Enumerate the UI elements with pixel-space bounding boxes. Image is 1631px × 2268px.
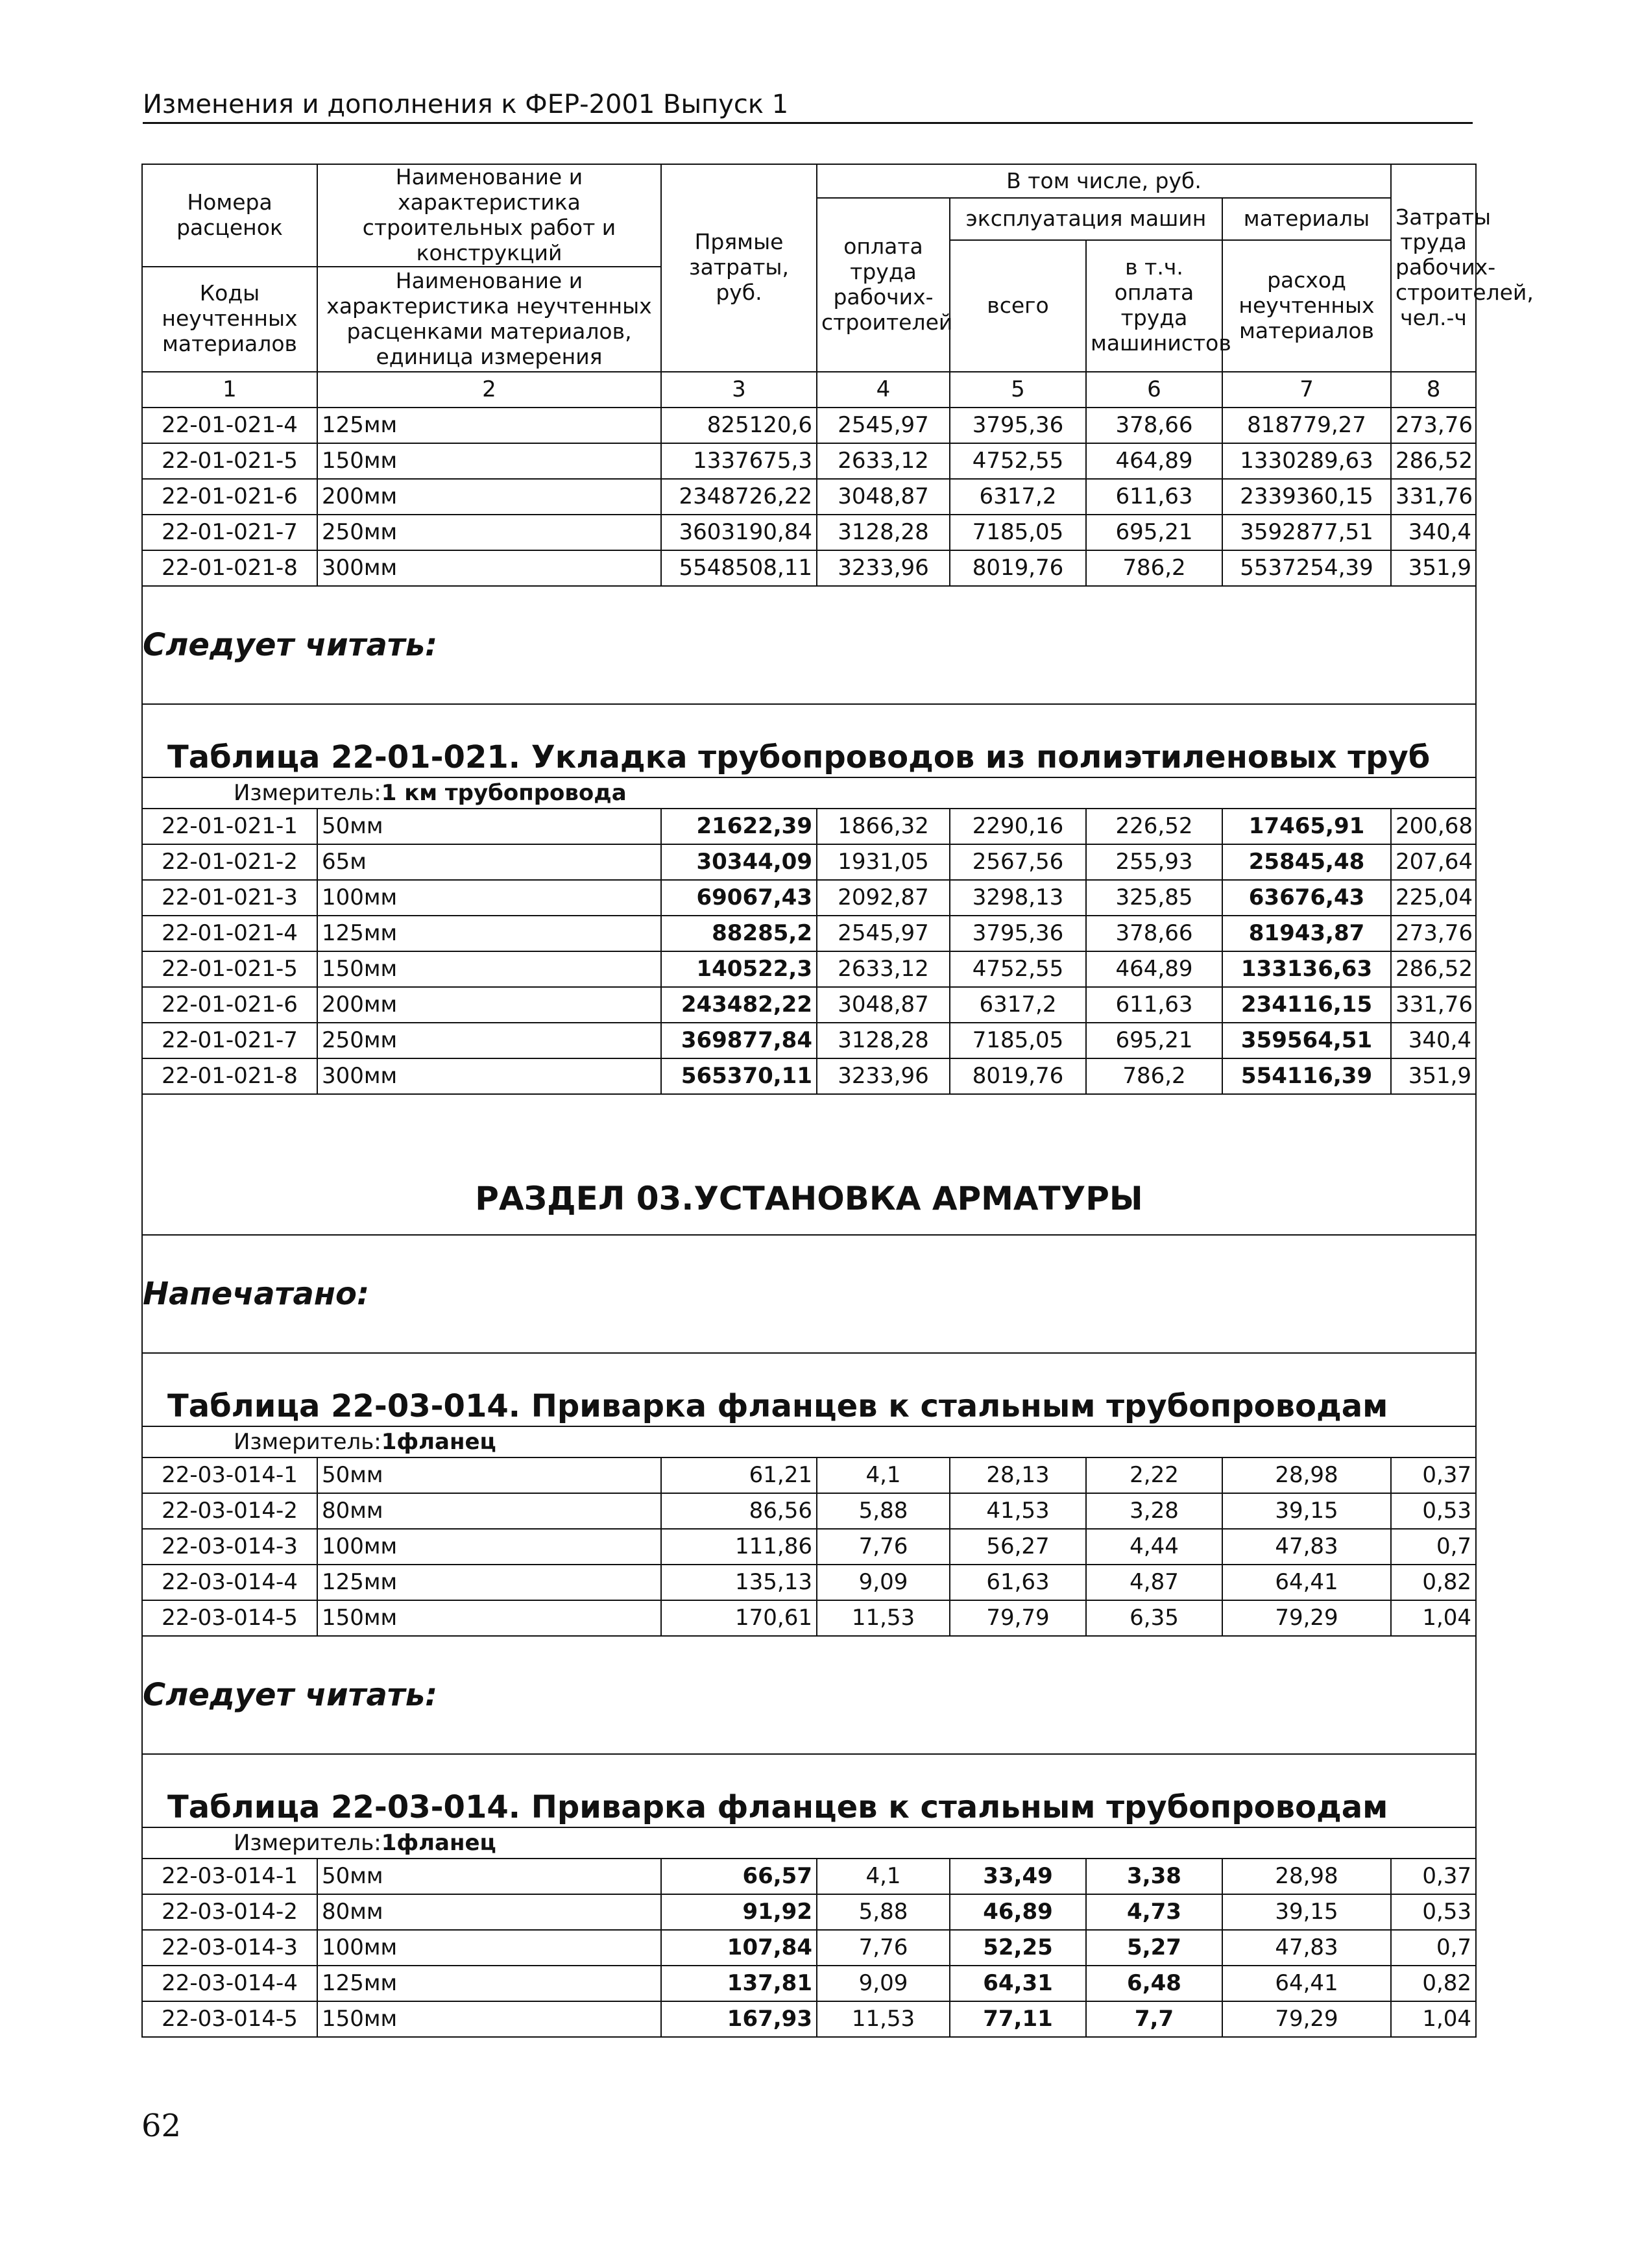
rate-code: 22-01-021-7 — [142, 515, 317, 550]
table-row — [142, 844, 1476, 880]
machines-total: 8019,76 — [950, 550, 1086, 586]
labor-hours: 351,9 — [1391, 550, 1476, 586]
table-row — [142, 443, 1476, 479]
direct-costs: 167,93 — [661, 2001, 817, 2037]
header-work-name: Наименование и характеристика строительных работ и конструкций — [317, 164, 661, 267]
machinist-pay: 7,7 — [1086, 2001, 1222, 2037]
rate-code: 22-03-014-1 — [142, 1859, 317, 1894]
machinist-pay: 695,21 — [1086, 515, 1222, 550]
worker-pay: 1866,32 — [817, 809, 950, 844]
machines-total: 6317,2 — [950, 479, 1086, 515]
worker-pay: 3128,28 — [817, 515, 950, 550]
header-rate-numbers: Номера расценок — [142, 164, 317, 267]
unit-value: 1 км трубопровода — [381, 779, 627, 806]
machines-total: 64,31 — [950, 1966, 1086, 2001]
materials: 63676,43 — [1222, 880, 1391, 916]
machinist-pay: 3,38 — [1086, 1859, 1222, 1894]
item-name: 100мм — [317, 1930, 661, 1966]
table-row — [142, 550, 1476, 586]
column-number: 6 — [1086, 372, 1222, 408]
worker-pay: 3233,96 — [817, 1058, 950, 1094]
materials: 79,29 — [1222, 1600, 1391, 1636]
table-row — [142, 1565, 1476, 1600]
machines-total: 4752,55 — [950, 443, 1086, 479]
materials: 554116,39 — [1222, 1058, 1391, 1094]
machines-total: 7185,05 — [950, 515, 1086, 550]
page-header: Изменения и дополнения к ФЕР-2001 Выпуск 1 — [143, 90, 1473, 124]
materials: 47,83 — [1222, 1930, 1391, 1966]
machines-total: 4752,55 — [950, 951, 1086, 987]
rate-code: 22-01-021-4 — [142, 916, 317, 951]
header-including: В том числе, руб. — [817, 164, 1391, 198]
direct-costs: 107,84 — [661, 1930, 817, 1966]
machinist-pay: 4,87 — [1086, 1565, 1222, 1600]
worker-pay: 9,09 — [817, 1565, 950, 1600]
item-name: 300мм — [317, 550, 661, 586]
materials: 79,29 — [1222, 2001, 1391, 2037]
item-name: 250мм — [317, 1023, 661, 1058]
machinist-pay: 786,2 — [1086, 1058, 1222, 1094]
machines-total: 52,25 — [950, 1930, 1086, 1966]
direct-costs: 66,57 — [661, 1859, 817, 1894]
labor-hours: 1,04 — [1391, 1600, 1476, 1636]
machines-total: 41,53 — [950, 1493, 1086, 1529]
rate-code: 22-03-014-5 — [142, 1600, 317, 1636]
should-read-label: Следует читать: — [143, 626, 438, 663]
machines-total: 33,49 — [950, 1859, 1086, 1894]
rate-code: 22-03-014-4 — [142, 1565, 317, 1600]
direct-costs: 69067,43 — [661, 880, 817, 916]
header-material-codes: Коды неучтенных материалов — [142, 267, 317, 372]
materials: 64,41 — [1222, 1966, 1391, 2001]
materials: 28,98 — [1222, 1859, 1391, 1894]
direct-costs: 243482,22 — [661, 987, 817, 1023]
table-row — [142, 1600, 1476, 1636]
labor-hours: 0,7 — [1391, 1529, 1476, 1565]
item-name: 100мм — [317, 880, 661, 916]
rate-code: 22-03-014-2 — [142, 1894, 317, 1930]
worker-pay: 3048,87 — [817, 479, 950, 515]
column-number: 1 — [142, 372, 317, 408]
header-machine-operation: эксплуатация машин — [950, 198, 1222, 240]
machines-total: 77,11 — [950, 2001, 1086, 2037]
machinist-pay: 378,66 — [1086, 408, 1222, 443]
worker-pay: 11,53 — [817, 2001, 950, 2037]
table-body — [142, 164, 1534, 2037]
column-number: 7 — [1222, 372, 1391, 408]
item-name: 100мм — [317, 1529, 661, 1565]
direct-costs: 111,86 — [661, 1529, 817, 1565]
table-row — [142, 1493, 1476, 1529]
worker-pay: 4,1 — [817, 1457, 950, 1493]
machinist-pay: 6,48 — [1086, 1966, 1222, 2001]
machines-total: 8019,76 — [950, 1058, 1086, 1094]
worker-pay: 5,88 — [817, 1894, 950, 1930]
materials: 39,15 — [1222, 1894, 1391, 1930]
machines-total: 3795,36 — [950, 408, 1086, 443]
header-machinist-pay: в т.ч. оплата труда машинистов — [1086, 240, 1222, 372]
worker-pay: 9,09 — [817, 1966, 950, 2001]
table-row — [142, 1457, 1476, 1493]
table-title: Таблица 22-03-014. Приварка фланцев к стальным трубопроводам — [167, 1387, 1388, 1424]
rate-code: 22-03-014-5 — [142, 2001, 317, 2037]
column-number: 2 — [317, 372, 661, 408]
direct-costs: 137,81 — [661, 1966, 817, 2001]
direct-costs: 5548508,11 — [661, 550, 817, 586]
rate-code: 22-03-014-3 — [142, 1930, 317, 1966]
worker-pay: 2092,87 — [817, 880, 950, 916]
item-name: 150мм — [317, 2001, 661, 2037]
table-row — [142, 880, 1476, 916]
labor-hours: 207,64 — [1391, 844, 1476, 880]
machinist-pay: 378,66 — [1086, 916, 1222, 951]
table-row — [142, 951, 1476, 987]
item-name: 125мм — [317, 1565, 661, 1600]
table-row — [142, 2001, 1476, 2037]
labor-hours: 225,04 — [1391, 880, 1476, 916]
machines-total: 2290,16 — [950, 809, 1086, 844]
direct-costs: 565370,11 — [661, 1058, 817, 1094]
rate-code: 22-01-021-5 — [142, 951, 317, 987]
header-material-name: Наименование и характеристика неучтенных расценками материалов, единица измерения — [317, 267, 661, 372]
worker-pay: 1931,05 — [817, 844, 950, 880]
direct-costs: 3603190,84 — [661, 515, 817, 550]
item-name: 150мм — [317, 951, 661, 987]
table-row — [142, 1930, 1476, 1966]
rate-code: 22-01-021-3 — [142, 880, 317, 916]
worker-pay: 2633,12 — [817, 951, 950, 987]
machinist-pay: 6,35 — [1086, 1600, 1222, 1636]
materials: 234116,15 — [1222, 987, 1391, 1023]
machinist-pay: 786,2 — [1086, 550, 1222, 586]
direct-costs: 369877,84 — [661, 1023, 817, 1058]
item-name: 200мм — [317, 479, 661, 515]
unit-label: Измеритель: — [234, 1428, 381, 1455]
direct-costs: 825120,6 — [661, 408, 817, 443]
table-row — [142, 1529, 1476, 1565]
price-table — [141, 164, 1534, 2038]
item-name: 80мм — [317, 1894, 661, 1930]
rate-code: 22-03-014-2 — [142, 1493, 317, 1529]
machinist-pay: 464,89 — [1086, 951, 1222, 987]
rate-code: 22-01-021-2 — [142, 844, 317, 880]
labor-hours: 1,04 — [1391, 2001, 1476, 2037]
materials: 17465,91 — [1222, 809, 1391, 844]
rate-code: 22-03-014-3 — [142, 1529, 317, 1565]
page-number: 62 — [141, 2108, 182, 2144]
worker-pay: 3128,28 — [817, 1023, 950, 1058]
worker-pay: 2545,97 — [817, 408, 950, 443]
worker-pay: 3048,87 — [817, 987, 950, 1023]
item-name: 125мм — [317, 1966, 661, 2001]
direct-costs: 140522,3 — [661, 951, 817, 987]
rate-code: 22-01-021-6 — [142, 987, 317, 1023]
item-name: 150мм — [317, 443, 661, 479]
machines-total: 6317,2 — [950, 987, 1086, 1023]
machines-total: 3298,13 — [950, 880, 1086, 916]
direct-costs: 88285,2 — [661, 916, 817, 951]
materials: 47,83 — [1222, 1529, 1391, 1565]
table-row — [142, 1966, 1476, 2001]
machinist-pay: 695,21 — [1086, 1023, 1222, 1058]
item-name: 65м — [317, 844, 661, 880]
rate-code: 22-01-021-8 — [142, 550, 317, 586]
item-name: 50мм — [317, 1859, 661, 1894]
machinist-pay: 255,93 — [1086, 844, 1222, 880]
item-name: 250мм — [317, 515, 661, 550]
printed-label: Напечатано: — [143, 1275, 370, 1312]
materials: 818779,27 — [1222, 408, 1391, 443]
item-name: 50мм — [317, 809, 661, 844]
labor-hours: 273,76 — [1391, 916, 1476, 951]
machinist-pay: 4,73 — [1086, 1894, 1222, 1930]
direct-costs: 86,56 — [661, 1493, 817, 1529]
table-title: Таблица 22-03-014. Приварка фланцев к стальным трубопроводам — [167, 1788, 1388, 1825]
worker-pay: 11,53 — [817, 1600, 950, 1636]
machinist-pay: 2,22 — [1086, 1457, 1222, 1493]
direct-costs: 2348726,22 — [661, 479, 817, 515]
rate-code: 22-01-021-1 — [142, 809, 317, 844]
direct-costs: 91,92 — [661, 1894, 817, 1930]
materials: 1330289,63 — [1222, 443, 1391, 479]
header-worker-pay: оплата труда рабочих-строителей — [817, 198, 950, 372]
worker-pay: 7,76 — [817, 1930, 950, 1966]
unit-value: 1фланец — [381, 1428, 496, 1455]
machines-total: 79,79 — [950, 1600, 1086, 1636]
machinist-pay: 3,28 — [1086, 1493, 1222, 1529]
labor-hours: 200,68 — [1391, 809, 1476, 844]
table-row — [142, 1859, 1476, 1894]
table-row — [142, 1894, 1476, 1930]
machines-total: 56,27 — [950, 1529, 1086, 1565]
machines-total: 7185,05 — [950, 1023, 1086, 1058]
table-row — [142, 809, 1476, 844]
item-name: 125мм — [317, 916, 661, 951]
table-row — [142, 1058, 1476, 1094]
labor-hours: 273,76 — [1391, 408, 1476, 443]
machines-total: 3795,36 — [950, 916, 1086, 951]
rate-code: 22-01-021-5 — [142, 443, 317, 479]
item-name: 300мм — [317, 1058, 661, 1094]
direct-costs: 30344,09 — [661, 844, 817, 880]
item-name: 150мм — [317, 1600, 661, 1636]
materials: 81943,87 — [1222, 916, 1391, 951]
table-row — [142, 987, 1476, 1023]
item-name: 80мм — [317, 1493, 661, 1529]
rate-code: 22-01-021-8 — [142, 1058, 317, 1094]
labor-hours: 340,4 — [1391, 1023, 1476, 1058]
worker-pay: 2545,97 — [817, 916, 950, 951]
machinist-pay: 5,27 — [1086, 1930, 1222, 1966]
direct-costs: 61,21 — [661, 1457, 817, 1493]
header-direct-costs: Прямые затраты, руб. — [661, 164, 817, 372]
table-row — [142, 515, 1476, 550]
worker-pay: 2633,12 — [817, 443, 950, 479]
header-unaccounted-materials: расход неучтенных материалов — [1222, 240, 1391, 372]
table-row — [142, 1023, 1476, 1058]
machinist-pay: 4,44 — [1086, 1529, 1222, 1565]
column-number: 3 — [661, 372, 817, 408]
item-name: 125мм — [317, 408, 661, 443]
table-row — [142, 408, 1476, 443]
machines-total: 46,89 — [950, 1894, 1086, 1930]
materials: 25845,48 — [1222, 844, 1391, 880]
direct-costs: 1337675,3 — [661, 443, 817, 479]
labor-hours: 286,52 — [1391, 443, 1476, 479]
header-materials: материалы — [1222, 198, 1391, 240]
direct-costs: 170,61 — [661, 1600, 817, 1636]
machinist-pay: 611,63 — [1086, 987, 1222, 1023]
labor-hours: 0,37 — [1391, 1859, 1476, 1894]
labor-hours: 331,76 — [1391, 987, 1476, 1023]
rate-code: 22-01-021-4 — [142, 408, 317, 443]
labor-hours: 0,53 — [1391, 1894, 1476, 1930]
column-number: 8 — [1391, 372, 1476, 408]
header-labor-hours: Затраты труда рабочих-строителей, чел.-ч — [1391, 164, 1476, 372]
item-name: 200мм — [317, 987, 661, 1023]
worker-pay: 7,76 — [817, 1529, 950, 1565]
header-machines-total: всего — [950, 240, 1086, 372]
labor-hours: 0,82 — [1391, 1565, 1476, 1600]
table-row — [142, 479, 1476, 515]
materials: 64,41 — [1222, 1565, 1391, 1600]
worker-pay: 4,1 — [817, 1859, 950, 1894]
labor-hours: 351,9 — [1391, 1058, 1476, 1094]
machines-total: 28,13 — [950, 1457, 1086, 1493]
item-name: 50мм — [317, 1457, 661, 1493]
labor-hours: 0,37 — [1391, 1457, 1476, 1493]
labor-hours: 0,7 — [1391, 1930, 1476, 1966]
unit-label: Измеритель: — [234, 1829, 381, 1856]
should-read-label: Следует читать: — [143, 1676, 438, 1713]
worker-pay: 5,88 — [817, 1493, 950, 1529]
rate-code: 22-01-021-6 — [142, 479, 317, 515]
machines-total: 61,63 — [950, 1565, 1086, 1600]
labor-hours: 0,82 — [1391, 1966, 1476, 2001]
unit-label: Измеритель: — [234, 779, 381, 806]
labor-hours: 331,76 — [1391, 479, 1476, 515]
machinist-pay: 325,85 — [1086, 880, 1222, 916]
worker-pay: 3233,96 — [817, 550, 950, 586]
table-row — [142, 916, 1476, 951]
rate-code: 22-03-014-4 — [142, 1966, 317, 2001]
materials: 5537254,39 — [1222, 550, 1391, 586]
column-number: 4 — [817, 372, 950, 408]
materials: 28,98 — [1222, 1457, 1391, 1493]
materials: 133136,63 — [1222, 951, 1391, 987]
rate-code: 22-03-014-1 — [142, 1457, 317, 1493]
labor-hours: 340,4 — [1391, 515, 1476, 550]
column-number: 5 — [950, 372, 1086, 408]
materials: 3592877,51 — [1222, 515, 1391, 550]
materials: 359564,51 — [1222, 1023, 1391, 1058]
section-title: РАЗДЕЛ 03.УСТАНОВКА АРМАТУРЫ — [475, 1179, 1143, 1217]
table-title: Таблица 22-01-021. Укладка трубопроводов из полиэтиленовых труб — [167, 738, 1431, 775]
direct-costs: 135,13 — [661, 1565, 817, 1600]
materials: 39,15 — [1222, 1493, 1391, 1529]
machinist-pay: 611,63 — [1086, 479, 1222, 515]
machinist-pay: 226,52 — [1086, 809, 1222, 844]
labor-hours: 0,53 — [1391, 1493, 1476, 1529]
labor-hours: 286,52 — [1391, 951, 1476, 987]
direct-costs: 21622,39 — [661, 809, 817, 844]
unit-value: 1фланец — [381, 1829, 496, 1856]
rate-code: 22-01-021-7 — [142, 1023, 317, 1058]
machinist-pay: 464,89 — [1086, 443, 1222, 479]
materials: 2339360,15 — [1222, 479, 1391, 515]
column-numbers-row — [142, 372, 1476, 408]
machines-total: 2567,56 — [950, 844, 1086, 880]
